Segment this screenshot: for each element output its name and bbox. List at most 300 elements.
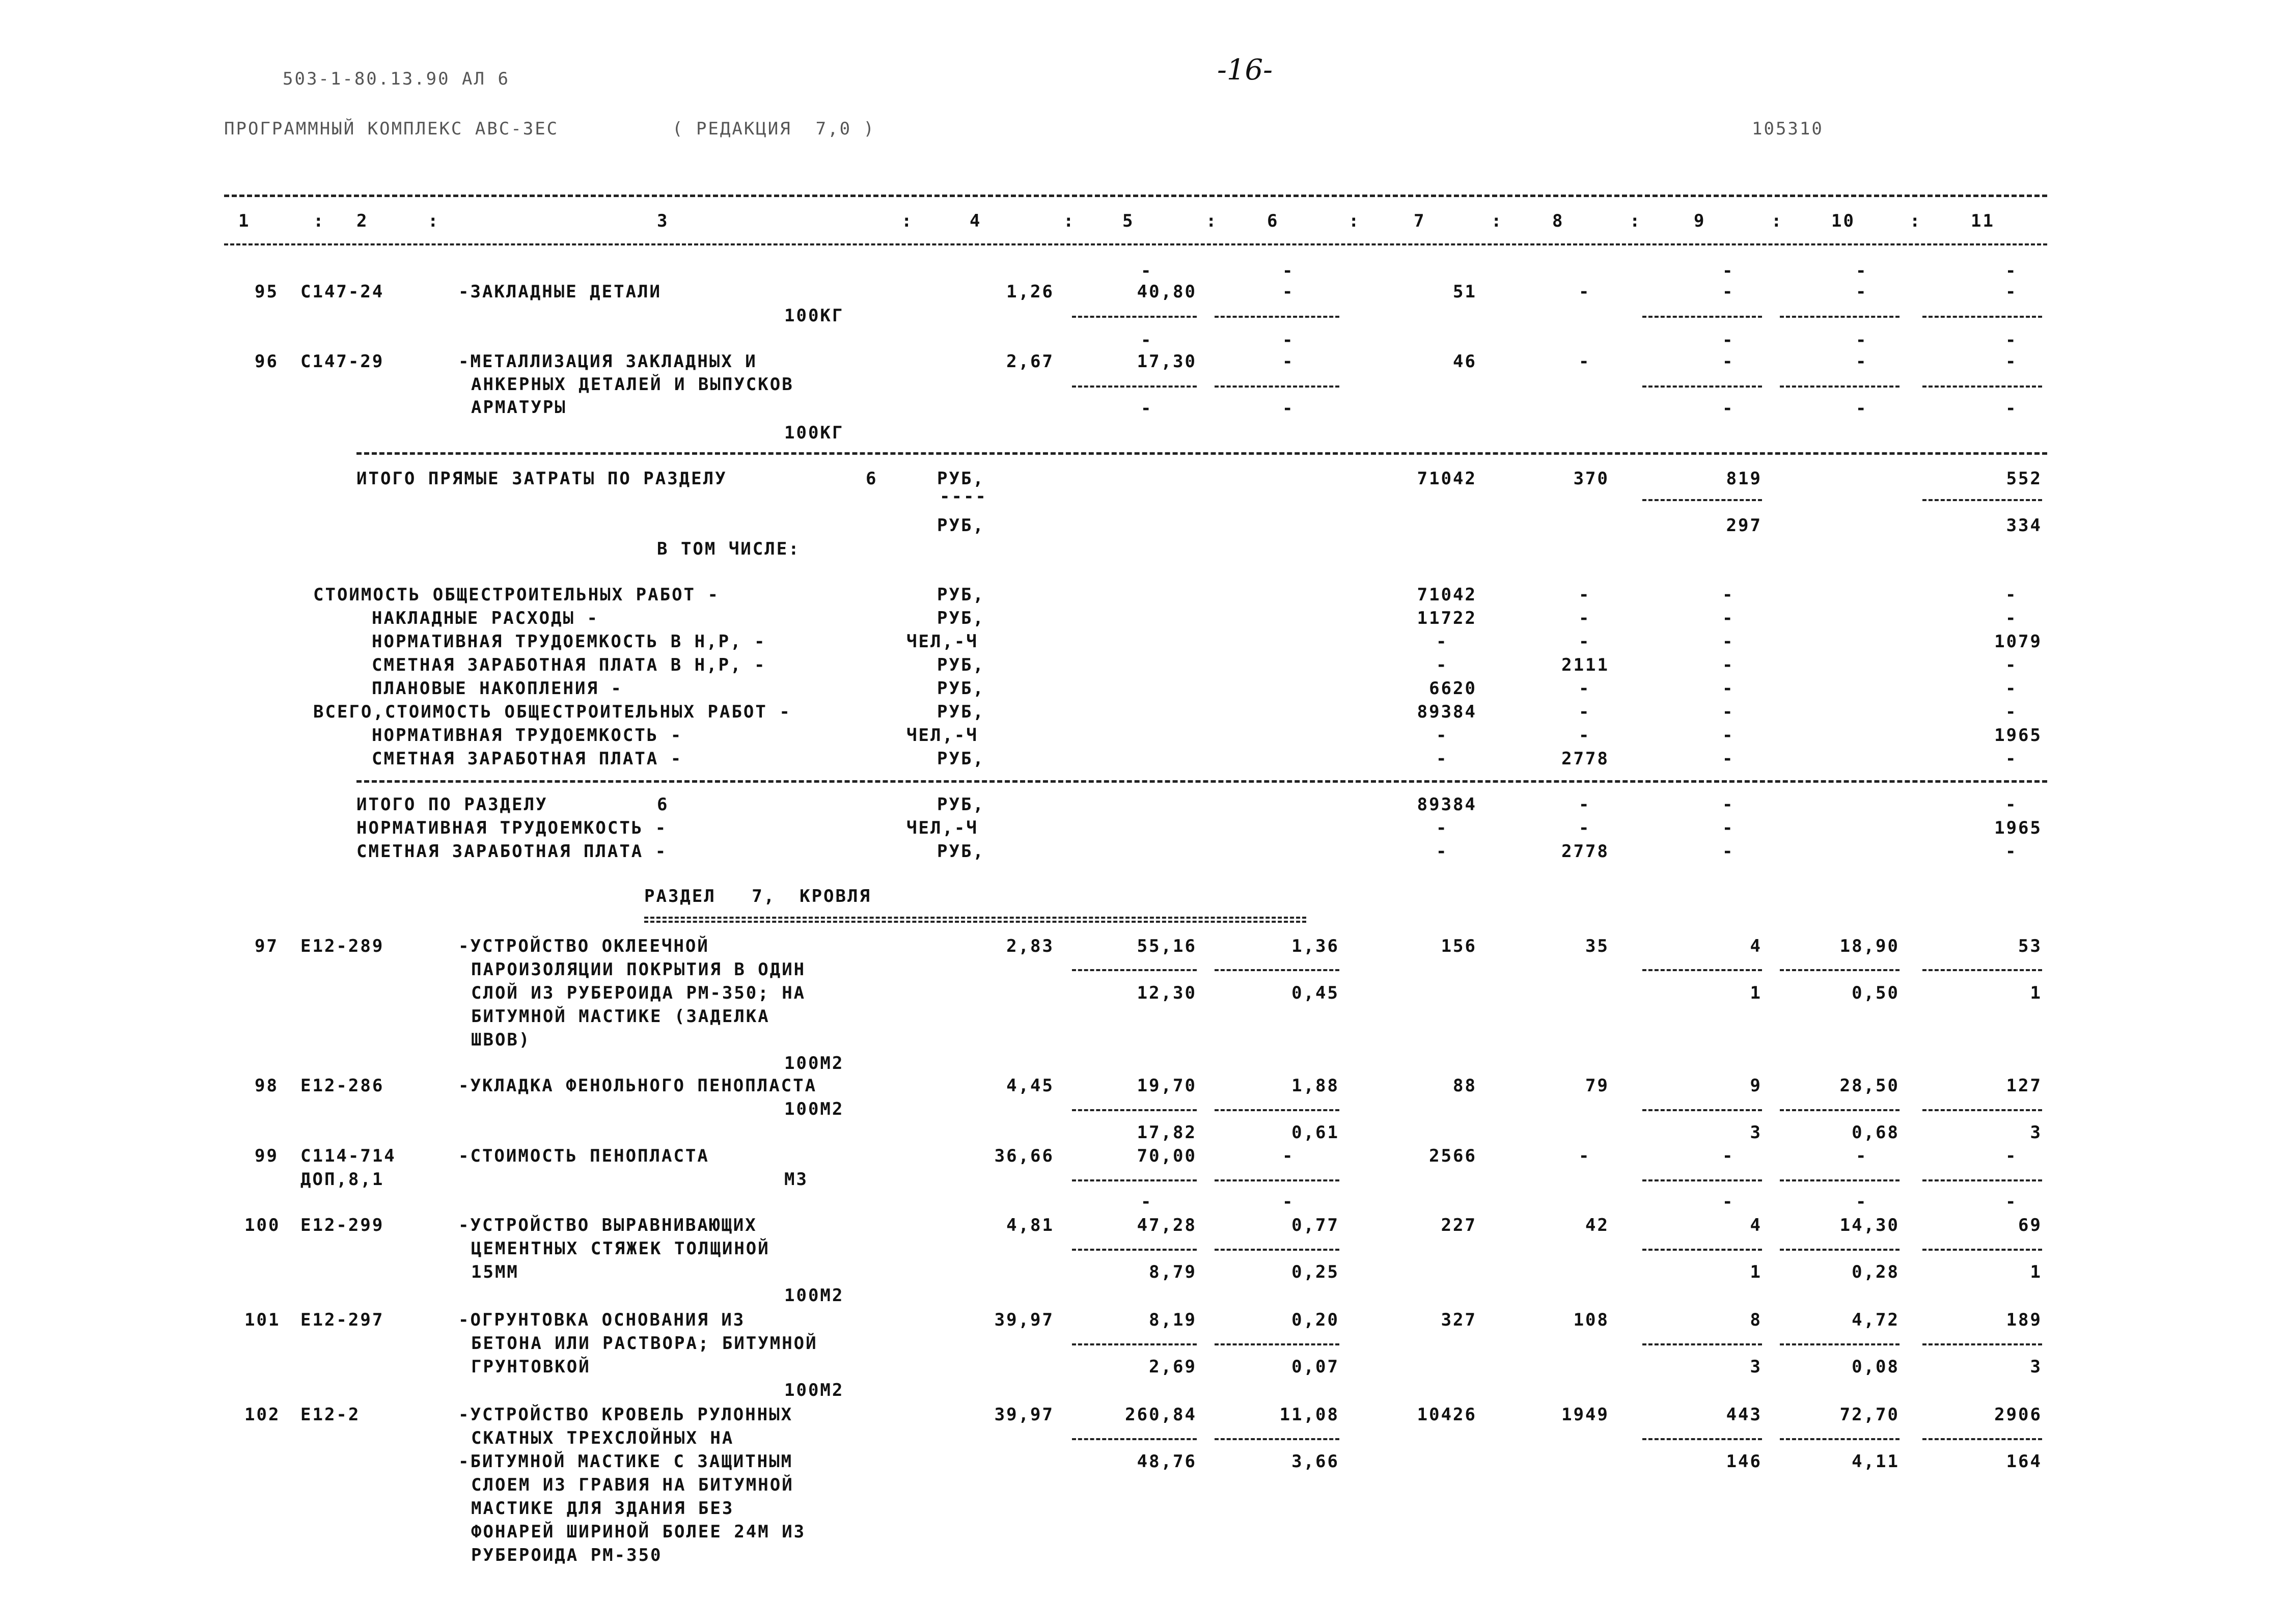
cell-rule: [1642, 1109, 1762, 1111]
total-cost: -: [1436, 749, 1448, 769]
column-separator: :: [1910, 211, 1922, 231]
work-description: АРМАТУРЫ: [471, 397, 567, 418]
value-c9: -: [1722, 794, 1735, 815]
rate-code: С147-29: [300, 351, 384, 372]
cell-rule: [1642, 499, 1762, 501]
cell-rule: [1922, 316, 2042, 318]
unit: ЧЕЛ,-Ч: [906, 818, 978, 838]
value-c8: 2111: [1561, 655, 1609, 675]
value-c10: 4,72: [1852, 1310, 1899, 1330]
rule-header-bottom: [224, 243, 2047, 245]
cell-rule: [1780, 386, 1899, 388]
cell-rule: [1215, 1179, 1339, 1181]
value-c8: 79: [1585, 1076, 1609, 1096]
rate-code: С147-24: [300, 282, 384, 302]
value-c11: 2906: [1994, 1405, 2042, 1425]
row-number: 102: [244, 1405, 281, 1425]
rate-code: Е12-299: [300, 1215, 384, 1235]
cell-rule: [1072, 1249, 1197, 1251]
value-c6: -: [1282, 282, 1295, 302]
itogo-label: НОРМАТИВНАЯ ТРУДОЕМКОСТЬ -: [356, 818, 668, 838]
value-c9: -: [1722, 351, 1735, 372]
sub-value-c6: 0,61: [1291, 1122, 1339, 1143]
cell-rule: [1072, 1109, 1197, 1111]
marker-dash: -: [1722, 330, 1735, 350]
cell-rule: [1780, 1249, 1899, 1251]
total-cost: 156: [1441, 936, 1477, 956]
breakdown-label: ПЛАНОВЫЕ НАКОПЛЕНИЯ -: [372, 678, 623, 699]
unit-rule: ----: [940, 486, 987, 507]
value-c9: -: [1722, 725, 1735, 746]
rate-code: С114-714: [300, 1146, 396, 1166]
unit-cost: 260,84: [1125, 1405, 1197, 1425]
unit: 100М2: [784, 1099, 844, 1119]
value-c8: -: [1579, 1146, 1591, 1166]
sub-value-c10: 0,08: [1852, 1357, 1899, 1377]
cell-rule: [1922, 969, 2042, 971]
value-c8: -: [1579, 678, 1591, 699]
total-cost: 46: [1453, 351, 1477, 372]
unit: РУБ,: [937, 469, 985, 489]
value-c9: -: [1722, 678, 1735, 699]
value-c9: -: [1722, 749, 1735, 769]
unit-cost: 19,70: [1137, 1076, 1197, 1096]
cell-rule: [1072, 969, 1197, 971]
work-description: СЛОЕМ ИЗ ГРАВИЯ НА БИТУМНОЙ: [471, 1475, 794, 1495]
unit: РУБ,: [937, 515, 985, 536]
value-c9: 8: [1750, 1310, 1762, 1330]
work-description: ШВОВ): [471, 1030, 531, 1050]
total-cost: 88: [1453, 1076, 1477, 1096]
value-c8: -: [1579, 818, 1591, 838]
value-c10: 18,90: [1839, 936, 1899, 956]
value-c8: 35: [1585, 936, 1609, 956]
work-description: ПАРОИЗОЛЯЦИИ ПОКРЫТИЯ В ОДИН: [471, 959, 806, 980]
cell-rule: [1215, 1343, 1339, 1345]
column-separator: :: [1491, 211, 1503, 231]
value-c10: 28,50: [1839, 1076, 1899, 1096]
marker-dash: -: [1722, 1192, 1735, 1212]
sub-value-c6: 0,25: [1291, 1262, 1339, 1282]
sub-unit-cost: 8,79: [1149, 1262, 1197, 1282]
marker-dash: -: [1856, 261, 1868, 281]
value-c8: -: [1579, 585, 1591, 605]
value-c8: -: [1579, 282, 1591, 302]
row-number: 101: [244, 1310, 281, 1330]
cell-rule: [1922, 1109, 2042, 1111]
marker-dash: -: [1722, 398, 1735, 419]
value-c11: 334: [2006, 515, 2042, 536]
value-c9: -: [1722, 585, 1735, 605]
value-c6: 1,88: [1291, 1076, 1339, 1096]
total-label: ИТОГО ПРЯМЫЕ ЗАТРАТЫ ПО РАЗДЕЛУ: [356, 469, 727, 489]
column-number: 1: [238, 211, 251, 231]
total-cost: -: [1436, 818, 1448, 838]
cell-rule: [1215, 316, 1339, 318]
column-separator: :: [1063, 211, 1076, 231]
cell-rule: [1780, 1438, 1899, 1440]
value-c11: 1965: [1994, 818, 2042, 838]
value-c11: 69: [2018, 1215, 2042, 1235]
cell-rule: [1780, 1343, 1899, 1345]
value-c9: 4: [1750, 1215, 1762, 1235]
row-number: 95: [255, 282, 279, 302]
work-description: -ОГРУНТОВКА ОСНОВАНИЯ ИЗ: [458, 1310, 746, 1330]
value-c11: -: [2005, 351, 2018, 372]
section-title-underline: [644, 917, 1306, 923]
column-number: 10: [1831, 211, 1855, 231]
breakdown-label: НОРМАТИВНАЯ ТРУДОЕМКОСТЬ -: [372, 725, 683, 746]
value-c8: -: [1579, 702, 1591, 722]
total-cost: 227: [1441, 1215, 1477, 1235]
column-number: 9: [1694, 211, 1706, 231]
sub-value-c11: 164: [2006, 1451, 2042, 1472]
breakdown-label: СМЕТНАЯ ЗАРАБОТНАЯ ПЛАТА В Н,Р, -: [372, 655, 766, 675]
unit: ЧЕЛ,-Ч: [906, 631, 978, 652]
sub-value-c9: 3: [1750, 1357, 1762, 1377]
value-c8: 42: [1585, 1215, 1609, 1235]
rule-subtotal: [356, 780, 2047, 783]
quantity: 2,67: [1006, 351, 1054, 372]
value-c10: -: [1856, 1146, 1868, 1166]
cell-rule: [1072, 1438, 1197, 1440]
sub-value-c6: 0,45: [1291, 983, 1339, 1003]
unit: 100М2: [784, 1285, 844, 1306]
total-cost: -: [1436, 841, 1448, 862]
work-description: АНКЕРНЫХ ДЕТАЛЕЙ И ВЫПУСКОВ: [471, 374, 794, 395]
column-number: 5: [1122, 211, 1135, 231]
cell-rule: [1780, 1109, 1899, 1111]
row-number: 96: [255, 351, 279, 372]
value-c11: 189: [2006, 1310, 2042, 1330]
value-c9: -: [1722, 841, 1735, 862]
marker-dash: -: [1282, 261, 1295, 281]
quantity: 1,26: [1006, 282, 1054, 302]
sub-value-c6: 3,66: [1291, 1451, 1339, 1472]
value-c9: -: [1722, 702, 1735, 722]
quantity: 39,97: [994, 1310, 1054, 1330]
value-c9: 9: [1750, 1076, 1762, 1096]
sub-value-c10: 0,28: [1852, 1262, 1899, 1282]
value-c9: 443: [1726, 1405, 1762, 1425]
value-c11: 1965: [1994, 725, 2042, 746]
value-c8: 2778: [1561, 841, 1609, 862]
page-number: -16-: [1217, 53, 1273, 87]
unit: 100КГ: [784, 423, 844, 443]
value-c6: 11,08: [1279, 1405, 1339, 1425]
unit-cost: 17,30: [1137, 351, 1197, 372]
unit-cost: 55,16: [1137, 936, 1197, 956]
sub-value-c9: 146: [1726, 1451, 1762, 1472]
unit: 100КГ: [784, 306, 844, 326]
cell-rule: [1215, 969, 1339, 971]
value-c6: 0,20: [1291, 1310, 1339, 1330]
document-number: 105310: [1752, 119, 1824, 139]
value-c9: 819: [1726, 469, 1762, 489]
value-c6: 1,36: [1291, 936, 1339, 956]
total-cost: 10426: [1417, 1405, 1477, 1425]
value-c11: 127: [2006, 1076, 2042, 1096]
column-separator: :: [1771, 211, 1783, 231]
value-c11: -: [2005, 282, 2018, 302]
value-c6: -: [1282, 1146, 1295, 1166]
cell-rule: [1215, 1438, 1339, 1440]
total-cost: 89384: [1417, 794, 1477, 815]
rate-code: Е12-286: [300, 1076, 384, 1096]
quantity: 4,45: [1006, 1076, 1054, 1096]
cell-rule: [1072, 1343, 1197, 1345]
value-c8: -: [1579, 351, 1591, 372]
value-c9: -: [1722, 818, 1735, 838]
column-separator: :: [428, 211, 440, 231]
rate-code: Е12-297: [300, 1310, 384, 1330]
column-number: 8: [1552, 211, 1564, 231]
value-c9: 297: [1726, 515, 1762, 536]
breakdown-label: НОРМАТИВНАЯ ТРУДОЕМКОСТЬ В Н,Р, -: [372, 631, 766, 652]
column-separator: :: [1348, 211, 1361, 231]
marker-dash: -: [1141, 261, 1153, 281]
value-c9: -: [1722, 631, 1735, 652]
cell-rule: [1215, 386, 1339, 388]
cell-rule: [1922, 499, 2042, 501]
itogo-label: СМЕТНАЯ ЗАРАБОТНАЯ ПЛАТА -: [356, 841, 668, 862]
value-c11: -: [2005, 608, 2018, 628]
work-description: -СТОИМОСТЬ ПЕНОПЛАСТА: [458, 1146, 709, 1166]
column-number: 2: [356, 211, 369, 231]
unit: РУБ,: [937, 749, 985, 769]
value-c6: 0,77: [1291, 1215, 1339, 1235]
marker-dash: -: [1856, 398, 1868, 419]
value-c9: -: [1722, 655, 1735, 675]
value-c11: -: [2005, 702, 2018, 722]
cell-rule: [1642, 1249, 1762, 1251]
unit: М3: [784, 1169, 808, 1190]
total-cost: -: [1436, 631, 1448, 652]
value-c9: -: [1722, 1146, 1735, 1166]
sub-value-c11: 1: [2030, 983, 2042, 1003]
unit: ЧЕЛ,-Ч: [906, 725, 978, 746]
work-description: -УСТРОЙСТВО ОКЛЕЕЧНОЙ: [458, 936, 709, 956]
column-separator: :: [901, 211, 914, 231]
value-c11: -: [2005, 655, 2018, 675]
cell-rule: [1642, 386, 1762, 388]
work-description: -МЕТАЛЛИЗАЦИЯ ЗАКЛАДНЫХ И: [458, 351, 757, 372]
row-number: 100: [244, 1215, 281, 1235]
section-number: 6: [657, 794, 669, 815]
sub-value-c11: 3: [2030, 1122, 2042, 1143]
total-cost: -: [1436, 655, 1448, 675]
column-separator: :: [1630, 211, 1642, 231]
column-separator: :: [1206, 211, 1218, 231]
unit: 100М2: [784, 1053, 844, 1074]
work-description: РУБЕРОИДА РМ-350: [471, 1545, 663, 1565]
cell-rule: [1215, 1109, 1339, 1111]
rate-code: Е12-2: [300, 1405, 361, 1425]
breakdown-label: НАКЛАДНЫЕ РАСХОДЫ -: [372, 608, 599, 628]
total-cost: 89384: [1417, 702, 1477, 722]
value-c10: -: [1856, 351, 1868, 372]
column-number: 3: [657, 211, 669, 231]
column-separator: :: [313, 211, 325, 231]
cell-rule: [1642, 1343, 1762, 1345]
value-c10: -: [1856, 282, 1868, 302]
rule-section-6-end: [356, 452, 2047, 455]
program-name: ПРОГРАММНЫЙ КОМПЛЕКС АВС-ЗЕС: [224, 119, 559, 139]
cell-rule: [1642, 316, 1762, 318]
quantity: 39,97: [994, 1405, 1054, 1425]
rule-top: [224, 195, 2047, 197]
unit-cost: 40,80: [1137, 282, 1197, 302]
sub-value-c6: 0,07: [1291, 1357, 1339, 1377]
breakdown-label: СМЕТНАЯ ЗАРАБОТНАЯ ПЛАТА -: [372, 749, 683, 769]
marker-dash: -: [1141, 330, 1153, 350]
work-description: ЦЕМЕНТНЫХ СТЯЖЕК ТОЛЩИНОЙ: [471, 1238, 770, 1259]
document-code: 503-1-80.13.90 АЛ 6: [283, 69, 510, 89]
value-c8: -: [1579, 608, 1591, 628]
cell-rule: [1922, 1249, 2042, 1251]
value-c11: 1079: [1994, 631, 2042, 652]
unit: РУБ,: [937, 608, 985, 628]
marker-dash: -: [2005, 1192, 2018, 1212]
value-c11: 53: [2018, 936, 2042, 956]
cell-rule: [1780, 969, 1899, 971]
quantity: 36,66: [994, 1146, 1054, 1166]
row-number: 98: [255, 1076, 279, 1096]
sub-value-c11: 3: [2030, 1357, 2042, 1377]
value-c11: -: [2005, 1146, 2018, 1166]
work-description: 15ММ: [471, 1262, 519, 1282]
unit-cost: 47,28: [1137, 1215, 1197, 1235]
cell-rule: [1642, 1179, 1762, 1181]
rate-code-supplement: ДОП,8,1: [300, 1169, 384, 1190]
section-7-title: РАЗДЕЛ 7, КРОВЛЯ: [644, 886, 871, 906]
column-number: 4: [970, 211, 982, 231]
marker-dash: -: [1282, 1192, 1295, 1212]
section-number: 6: [866, 469, 878, 489]
value-c9: -: [1722, 282, 1735, 302]
program-edition: ( РЕДАКЦИЯ 7,0 ): [672, 119, 875, 139]
total-cost: 71042: [1417, 585, 1477, 605]
column-number: 11: [1971, 211, 1995, 231]
unit: РУБ,: [937, 841, 985, 862]
cell-rule: [1922, 386, 2042, 388]
total-cost: 11722: [1417, 608, 1477, 628]
sub-unit-cost: 2,69: [1149, 1357, 1197, 1377]
value-c6: -: [1282, 351, 1295, 372]
marker-dash: -: [2005, 261, 2018, 281]
total-cost: 71042: [1417, 469, 1477, 489]
work-description: -БИТУМНОЙ МАСТИКЕ С ЗАЩИТНЫМ: [458, 1451, 793, 1472]
sub-value-c9: 1: [1750, 1262, 1762, 1282]
sub-value-c9: 1: [1750, 983, 1762, 1003]
work-description: БЕТОНА ИЛИ РАСТВОРА; БИТУМНОЙ: [471, 1333, 818, 1354]
work-description: МАСТИКЕ ДЛЯ ЗДАНИЯ БЕЗ: [471, 1498, 734, 1519]
value-c11: 552: [2006, 469, 2042, 489]
cell-rule: [1922, 1438, 2042, 1440]
marker-dash: -: [1141, 398, 1153, 419]
total-cost: 327: [1441, 1310, 1477, 1330]
work-description: -УКЛАДКА ФЕНОЛЬНОГО ПЕНОПЛАСТА: [458, 1076, 817, 1096]
work-description: ГРУНТОВКОЙ: [471, 1357, 591, 1377]
marker-dash: -: [1722, 261, 1735, 281]
total-cost: -: [1436, 725, 1448, 746]
cell-rule: [1072, 1179, 1197, 1181]
total-cost: 6620: [1429, 678, 1477, 699]
itogo-label: ИТОГО ПО РАЗДЕЛУ: [356, 794, 548, 815]
breakdown-label: ВСЕГО,СТОИМОСТЬ ОБЩЕСТРОИТЕЛЬНЫХ РАБОТ -: [313, 702, 791, 722]
unit: РУБ,: [937, 585, 985, 605]
work-description: СЛОЙ ИЗ РУБЕРОИДА РМ-350; НА: [471, 983, 806, 1003]
sub-value-c9: 3: [1750, 1122, 1762, 1143]
value-c11: -: [2005, 678, 2018, 699]
unit-cost: 8,19: [1149, 1310, 1197, 1330]
work-description: -УСТРОЙСТВО КРОВЕЛЬ РУЛОННЫХ: [458, 1405, 793, 1425]
marker-dash: -: [1282, 330, 1295, 350]
value-c9: -: [1722, 608, 1735, 628]
value-c9: 4: [1750, 936, 1762, 956]
cell-rule: [1072, 386, 1197, 388]
quantity: 4,81: [1006, 1215, 1054, 1235]
unit: РУБ,: [937, 702, 985, 722]
row-number: 99: [255, 1146, 279, 1166]
work-description: -ЗАКЛАДНЫЕ ДЕТАЛИ: [458, 282, 662, 302]
total-cost: 51: [1453, 282, 1477, 302]
marker-dash: -: [1282, 398, 1295, 419]
marker-dash: -: [1856, 1192, 1868, 1212]
cell-rule: [1780, 1179, 1899, 1181]
quantity: 2,83: [1006, 936, 1054, 956]
work-description: БИТУМНОЙ МАСТИКЕ (ЗАДЕЛКА: [471, 1006, 770, 1027]
unit: 100М2: [784, 1380, 844, 1400]
sub-unit-cost: 48,76: [1137, 1451, 1197, 1472]
cell-rule: [1642, 1438, 1762, 1440]
value-c8: 2778: [1561, 749, 1609, 769]
value-c11: -: [2005, 841, 2018, 862]
value-c11: -: [2005, 749, 2018, 769]
sub-value-c11: 1: [2030, 1262, 2042, 1282]
cell-rule: [1922, 1343, 2042, 1345]
row-number: 97: [255, 936, 279, 956]
column-number: 6: [1267, 211, 1279, 231]
sub-unit-cost: 12,30: [1137, 983, 1197, 1003]
sub-unit-cost: 17,82: [1137, 1122, 1197, 1143]
cell-rule: [1642, 969, 1762, 971]
cell-rule: [1072, 316, 1197, 318]
unit: РУБ,: [937, 794, 985, 815]
sub-value-c10: 0,50: [1852, 983, 1899, 1003]
cell-rule: [1780, 316, 1899, 318]
breakdown-label: СТОИМОСТЬ ОБЩЕСТРОИТЕЛЬНЫХ РАБОТ -: [313, 585, 720, 605]
marker-dash: -: [2005, 398, 2018, 419]
value-c10: 14,30: [1839, 1215, 1899, 1235]
rate-code: Е12-289: [300, 936, 384, 956]
value-c8: -: [1579, 794, 1591, 815]
total-cost: 2566: [1429, 1146, 1477, 1166]
value-c8: 1949: [1561, 1405, 1609, 1425]
unit: РУБ,: [937, 655, 985, 675]
sub-value-c10: 0,68: [1852, 1122, 1899, 1143]
value-c10: 72,70: [1839, 1405, 1899, 1425]
unit: РУБ,: [937, 678, 985, 699]
marker-dash: -: [1856, 330, 1868, 350]
value-c8: -: [1579, 725, 1591, 746]
work-description: ФОНАРЕЙ ШИРИНОЙ БОЛЕЕ 24М ИЗ: [471, 1522, 806, 1542]
value-c8: 370: [1573, 469, 1609, 489]
cell-rule: [1922, 1179, 2042, 1181]
column-number: 7: [1414, 211, 1426, 231]
cell-rule: [1215, 1249, 1339, 1251]
work-description: СКАТНЫХ ТРЕХСЛОЙНЫХ НА: [471, 1428, 734, 1448]
